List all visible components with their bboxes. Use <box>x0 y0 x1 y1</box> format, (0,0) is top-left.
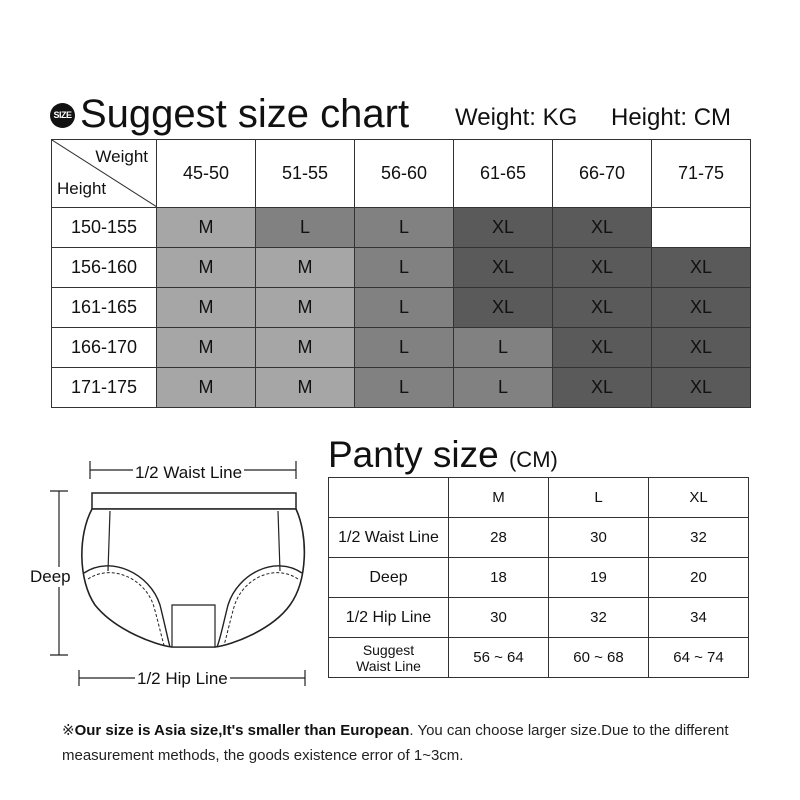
panty-row-label: 1/2 Waist Line <box>329 518 449 558</box>
size-cell: L <box>355 208 454 248</box>
panty-row-label: Deep <box>329 558 449 598</box>
panty-size-header: XL <box>649 478 749 518</box>
corner-height-label: Height <box>57 179 107 198</box>
size-cell <box>652 208 751 248</box>
panty-value-cell: 32 <box>549 598 649 638</box>
size-cell: M <box>157 288 256 328</box>
panty-header-row <box>329 478 749 518</box>
height-header-cell: 171-175 <box>52 368 157 408</box>
panty-row-label <box>329 638 449 678</box>
size-cell: L <box>355 248 454 288</box>
panty-table-row <box>329 558 749 598</box>
size-cell: XL <box>553 248 652 288</box>
size-cell: M <box>256 368 355 408</box>
size-cell: XL <box>652 368 751 408</box>
size-cell: M <box>256 328 355 368</box>
size-note <box>62 718 742 768</box>
size-table-row <box>52 208 751 248</box>
panty-size-title <box>328 433 558 482</box>
panty-title-text: Panty size <box>328 434 499 475</box>
size-cell: M <box>256 248 355 288</box>
panty-value-cell: 20 <box>649 558 749 598</box>
waist-line-label: 1/2 Waist Line <box>135 463 243 482</box>
size-cell: XL <box>454 248 553 288</box>
size-cell: XL <box>553 288 652 328</box>
weight-header-cell: 51-55 <box>256 140 355 208</box>
panty-table-row <box>329 638 749 678</box>
size-cell: XL <box>652 248 751 288</box>
note-bold-text: Our size is Asia size,It's smaller than European <box>74 722 410 739</box>
size-cell: XL <box>652 328 751 368</box>
size-cell: XL <box>553 368 652 408</box>
panty-diagram <box>20 455 320 695</box>
panty-size-header: L <box>549 478 649 518</box>
weight-unit-label: Weight: KG <box>455 104 578 131</box>
panty-row-label-line1: Suggest <box>362 641 415 658</box>
panty-value-cell: 30 <box>549 518 649 558</box>
size-cell: L <box>454 328 553 368</box>
size-cell: M <box>157 248 256 288</box>
size-cell: L <box>256 208 355 248</box>
size-cell: XL <box>454 288 553 328</box>
size-cell: M <box>157 208 256 248</box>
note-rest-text: . You can choose larger size.Due to the different measurement methods, the goods existence error of 1~3cm. <box>62 722 729 764</box>
weight-header-cell: 66-70 <box>553 140 652 208</box>
corner-weight-label: Weight <box>95 147 148 166</box>
size-cell: L <box>355 288 454 328</box>
size-table-row <box>52 248 751 288</box>
panty-value-cell: 60 ~ 68 <box>549 638 649 678</box>
weight-header-cell: 71-75 <box>652 140 751 208</box>
size-cell: XL <box>652 288 751 328</box>
panty-value-cell: 64 ~ 74 <box>649 638 749 678</box>
suggest-size-table <box>51 139 751 408</box>
size-cell: XL <box>553 208 652 248</box>
note-mark: ※ <box>62 722 75 739</box>
size-cell: M <box>157 328 256 368</box>
height-unit-label: Height: CM <box>611 104 732 131</box>
panty-value-cell: 34 <box>649 598 749 638</box>
table-corner-header <box>52 140 157 208</box>
hip-line-label: 1/2 Hip Line <box>137 669 228 688</box>
panty-value-cell: 32 <box>649 518 749 558</box>
size-cell: L <box>454 368 553 408</box>
panty-table-row <box>329 518 749 558</box>
size-badge-icon: SIZE <box>50 103 75 128</box>
size-cell: M <box>256 288 355 328</box>
panty-row-label: 1/2 Hip Line <box>329 598 449 638</box>
size-table-row <box>52 368 751 408</box>
panty-value-cell: 30 <box>449 598 549 638</box>
size-cell: XL <box>454 208 553 248</box>
panty-value-cell: 19 <box>549 558 649 598</box>
size-table-row <box>52 288 751 328</box>
panty-value-cell: 28 <box>449 518 549 558</box>
weight-header-cell: 56-60 <box>355 140 454 208</box>
size-cell: XL <box>553 328 652 368</box>
size-cell: L <box>355 368 454 408</box>
size-cell: L <box>355 328 454 368</box>
height-header-cell: 161-165 <box>52 288 157 328</box>
size-table-row <box>52 328 751 368</box>
panty-corner-cell <box>329 478 449 518</box>
panty-row-label-line2: Waist Line <box>356 657 421 674</box>
size-cell: M <box>157 368 256 408</box>
height-header-cell: 156-160 <box>52 248 157 288</box>
panty-size-header: M <box>449 478 549 518</box>
deep-label: Deep <box>30 567 71 586</box>
panty-size-table <box>328 477 749 678</box>
weight-header-cell: 45-50 <box>157 140 256 208</box>
panty-table-row <box>329 598 749 638</box>
panty-value-cell: 18 <box>449 558 549 598</box>
weight-header-cell: 61-65 <box>454 140 553 208</box>
panty-value-cell: 56 ~ 64 <box>449 638 549 678</box>
panty-unit-text: (CM) <box>508 447 558 472</box>
chart-title: Suggest size chart <box>80 92 410 136</box>
height-header-cell: 166-170 <box>52 328 157 368</box>
height-header-cell: 150-155 <box>52 208 157 248</box>
